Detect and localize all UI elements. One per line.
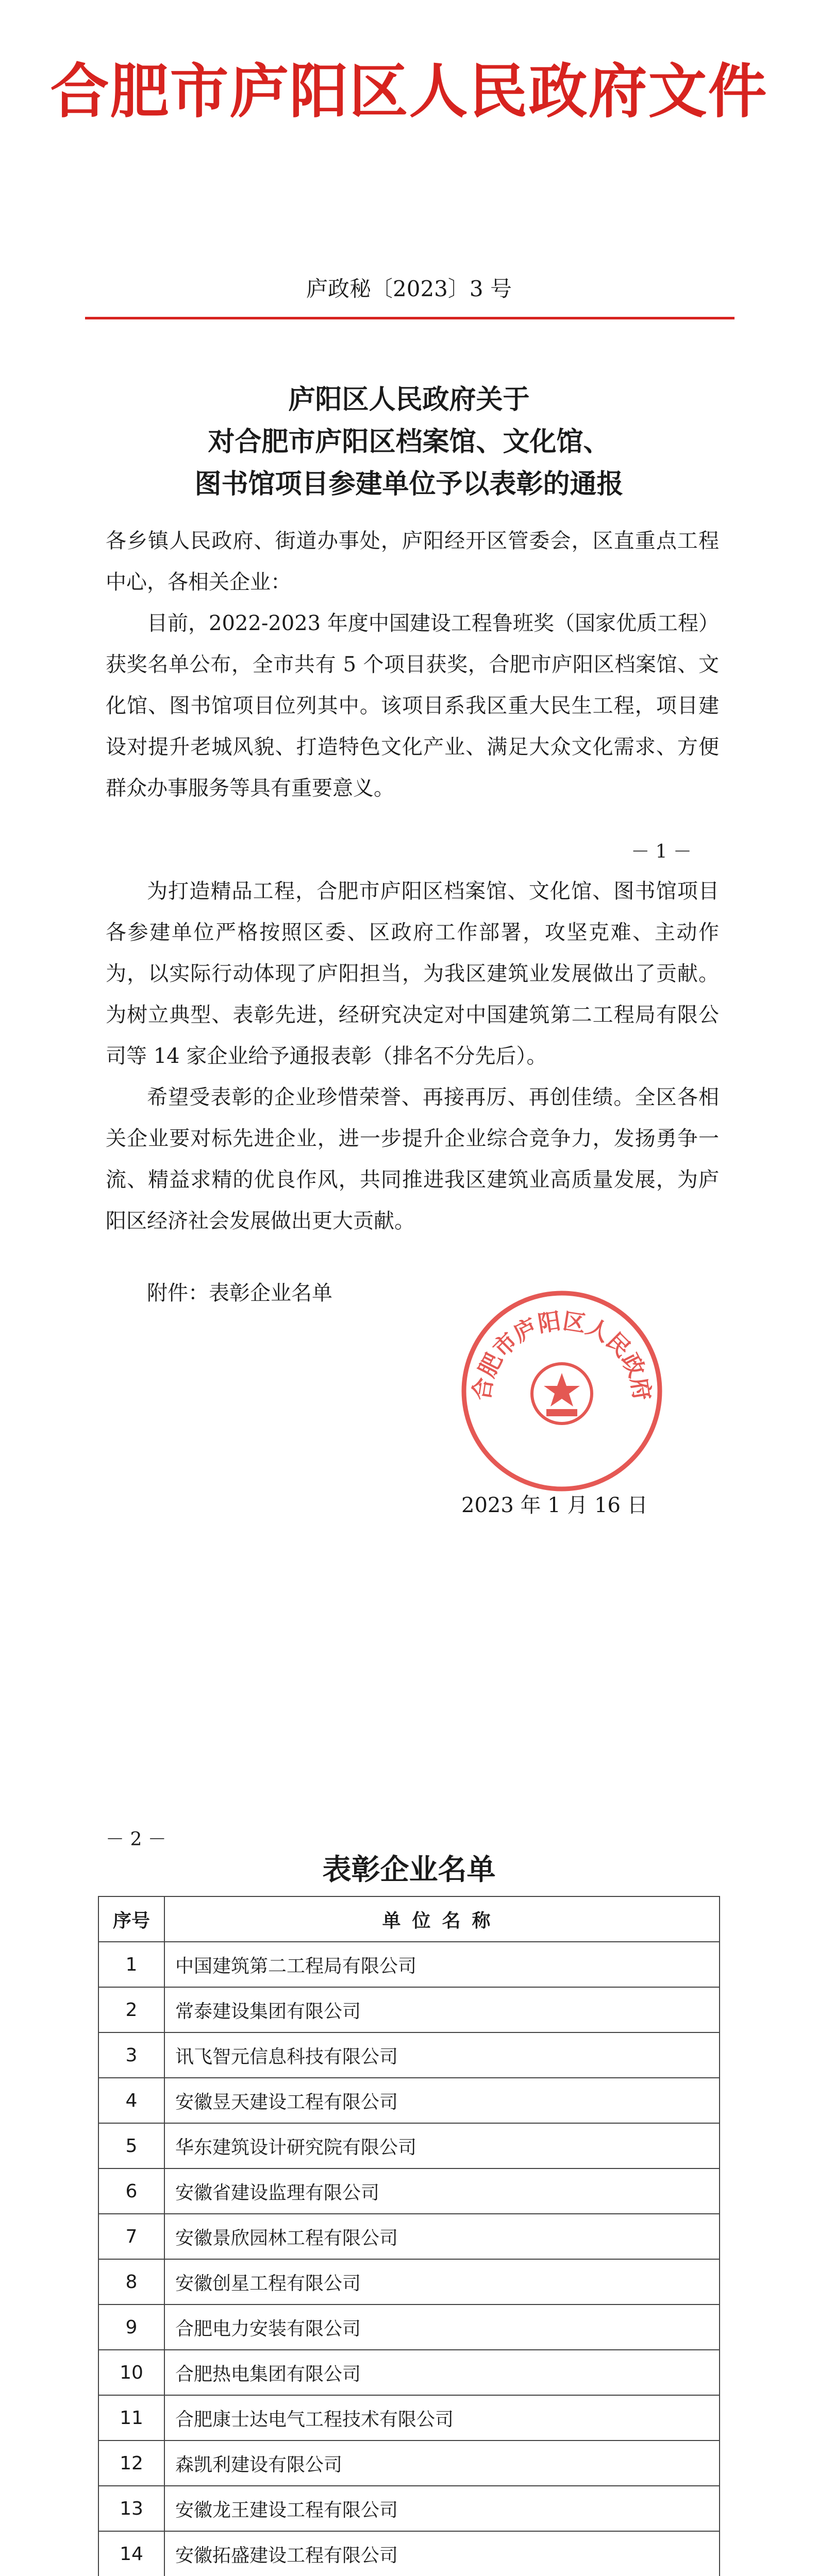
notice-title-line: 庐阳区人民政府关于 (288, 384, 530, 415)
column-header-name: 单位名称 (164, 1896, 720, 1942)
row-index: 3 (98, 2032, 164, 2078)
table-row (98, 2078, 720, 2123)
table-row (98, 2214, 720, 2259)
addressee: 各乡镇人民政府、街道办事处，庐阳经开区管委会，区直重点工程中心，各相关企业： (106, 529, 719, 594)
table-row (98, 2032, 720, 2078)
table-row (98, 2395, 720, 2441)
notice-body-part1 (106, 520, 719, 809)
table-row (98, 2350, 720, 2395)
page-number: － 1 － (631, 841, 692, 862)
notice-body-part2 (106, 871, 719, 1314)
unit-name: 安徽创星工程有限公司 (164, 2259, 720, 2304)
list-title: 表彰企业名单 (322, 1853, 496, 1887)
row-index: 9 (98, 2304, 164, 2350)
row-index: 8 (98, 2259, 164, 2304)
row-index: 4 (98, 2078, 164, 2123)
unit-name: 安徽昱天建设工程有限公司 (164, 2078, 720, 2123)
table-row (98, 1942, 720, 1987)
table-row (98, 2486, 720, 2531)
unit-name: 讯飞智元信息科技有限公司 (164, 2032, 720, 2078)
official-seal-stamp (454, 1283, 670, 1499)
row-index: 6 (98, 2168, 164, 2214)
unit-name: 安徽龙王建设工程有限公司 (164, 2486, 720, 2531)
row-index: 13 (98, 2486, 164, 2531)
unit-name: 合肥热电集团有限公司 (164, 2350, 720, 2395)
table-row (98, 1987, 720, 2032)
signature-date: 2023 年 1 月 16 日 (461, 1494, 648, 1517)
table-row (98, 2168, 720, 2214)
red-letterhead-title: 合肥市庐阳区人民政府文件 (50, 57, 768, 126)
paragraph-1: 目前，2022-2023 年度中国建设工程鲁班奖（国家优质工程）获奖名单公布，全市共有 5 个项目获奖，合肥市庐阳区档案馆、文化馆、图书馆项目位列其中。该项目系我区重大民生工程，项目建设对提升老城风貌、打造特色文化产业、满足大众文化需求、方便群众办事服务等具有重要意义。 (106, 612, 719, 800)
row-index: 10 (98, 2350, 164, 2395)
unit-name: 安徽景欣园林工程有限公司 (164, 2214, 720, 2259)
row-index: 14 (98, 2531, 164, 2576)
column-header-index: 序号 (98, 1896, 164, 1942)
row-index: 11 (98, 2395, 164, 2441)
row-index: 2 (98, 1987, 164, 2032)
notice-title (0, 379, 818, 505)
page-number: － 2 － (106, 1829, 166, 1850)
row-index: 5 (98, 2123, 164, 2168)
table-row (98, 2441, 720, 2486)
unit-name: 森凯利建设有限公司 (164, 2441, 720, 2486)
unit-name: 安徽拓盛建设工程有限公司 (164, 2531, 720, 2576)
row-index: 12 (98, 2441, 164, 2486)
unit-name: 华东建筑设计研究院有限公司 (164, 2123, 720, 2168)
awarded-units-table (98, 1896, 720, 2576)
row-index: 1 (98, 1942, 164, 1987)
table-row (98, 2123, 720, 2168)
document-number: 庐政秘〔2023〕3 号 (306, 276, 512, 301)
paragraph-2: 为打造精品工程，合肥市庐阳区档案馆、文化馆、图书馆项目各参建单位严格按照区委、区政府工作部署，攻坚克难、主动作为，以实际行动体现了庐阳担当，为我区建筑业发展做出了贡献。为树立典型、表彰先进，经研究决定对中国建筑第二工程局有限公司等 14 家企业给予通报表彰（排名不分先后）。 (106, 879, 719, 1068)
table-header-row (98, 1896, 720, 1942)
notice-title-line: 图书馆项目参建单位予以表彰的通报 (194, 468, 624, 500)
table-row (98, 2259, 720, 2304)
attachment-note: 附件：表彰企业名单 (147, 1281, 332, 1305)
paragraph-3: 希望受表彰的企业珍惜荣誉、再接再厉、再创佳绩。全区各相关企业要对标先进企业，进一步提升企业综合竞争力，发扬勇争一流、精益求精的优良作风，共同推进我区建筑业高质量发展，为庐阳区经济社会发展做出更大贡献。 (106, 1086, 719, 1233)
national-emblem-icon (532, 1364, 592, 1423)
row-index: 7 (98, 2214, 164, 2259)
unit-name: 安徽省建设监理有限公司 (164, 2168, 720, 2214)
notice-title-line: 对合肥市庐阳区档案馆、文化馆、 (208, 426, 610, 457)
unit-name: 常泰建设集团有限公司 (164, 1987, 720, 2032)
unit-name: 合肥电力安装有限公司 (164, 2304, 720, 2350)
seal-text: 合肥市庐阳区人民政府 (468, 1308, 656, 1402)
red-divider-rule (85, 317, 734, 319)
unit-name: 中国建筑第二工程局有限公司 (164, 1942, 720, 1987)
table-row (98, 2304, 720, 2350)
table-row (98, 2531, 720, 2576)
unit-name: 合肥康士达电气工程技术有限公司 (164, 2395, 720, 2441)
